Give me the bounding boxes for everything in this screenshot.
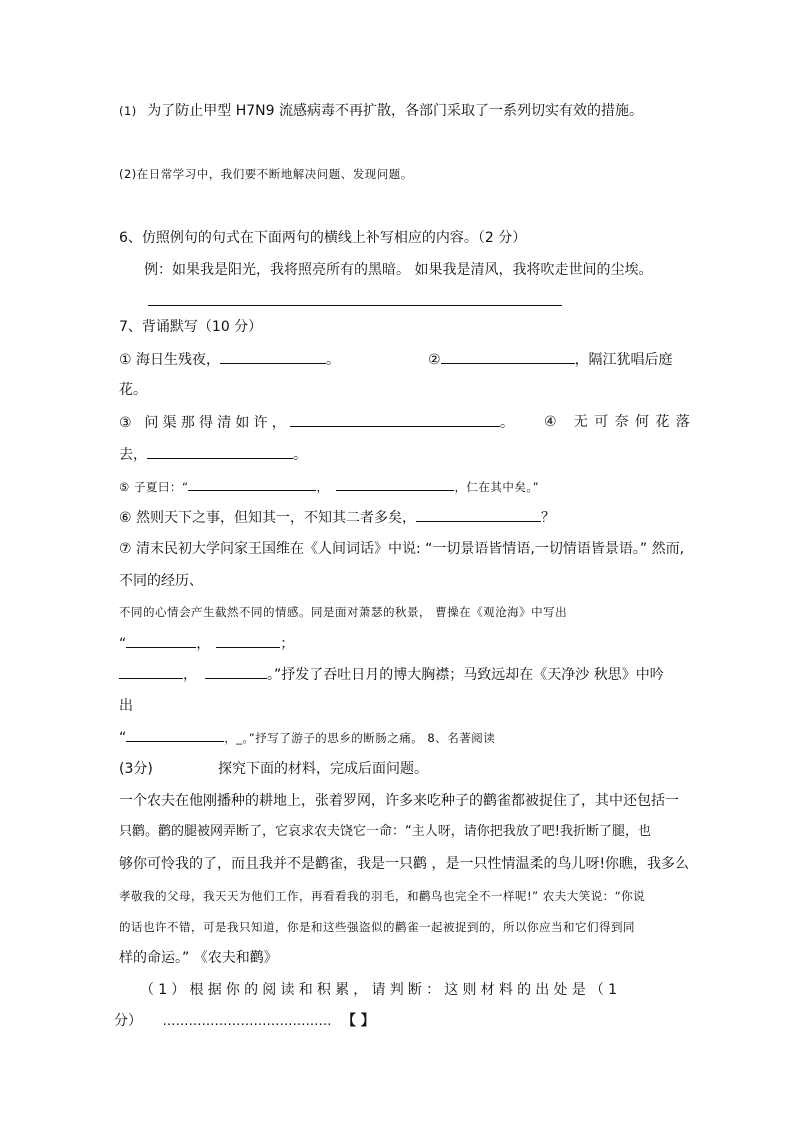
q8-score: (3分) <box>119 761 153 777</box>
q8-passage-line-3: 够你可怜我的了，而且我并不是鹳雀，我是一只鹳 ，是一只性情温柔的鸟儿呀!你瞧，我多么 <box>119 856 690 872</box>
q7-item-7-line-4 <box>119 633 294 654</box>
q7-item-7-blank-3[interactable] <box>119 664 183 679</box>
q7-item-7-blank-1[interactable] <box>126 633 196 648</box>
q7-item-7-line-7 <box>119 727 495 748</box>
q7-item-1-text: ① 海日生残夜， <box>119 352 221 368</box>
q7-item-7-line-5 <box>119 664 664 685</box>
q7-item-3-end: 。 <box>500 415 519 431</box>
q7-item-2 <box>428 349 673 370</box>
q7-item-5-blank-2[interactable] <box>336 476 454 491</box>
q7-item-4-text: 去， <box>119 447 147 463</box>
q7-item-7-line-1: ⑦ 清末民初大学问家王国维在《人间词话》中说: “一切景语皆情语,一切情语皆景语。” 然而, <box>119 541 685 557</box>
q7-item-1-blank[interactable] <box>220 349 326 364</box>
q7-item-4: ④ 无可奈何花落 <box>544 414 697 430</box>
q7-item-2-blank[interactable] <box>441 349 575 364</box>
q7-item-5-blank-1[interactable] <box>188 476 316 491</box>
q5-sentence-1-number: (1) <box>119 104 137 118</box>
q6-heading: 6、仿照例句的句式在下面两句的横线上补写相应的内容。（2 分） <box>119 230 527 246</box>
q8-passage-line-4: 孝敬我的父母，我天天为他们工作，再看看我的羽毛，和鹳鸟也完全不一样呢!” 农夫大笑说：“你说 <box>119 889 646 903</box>
q7-item-4-blank[interactable] <box>147 444 293 459</box>
q7-item-7-line-2: 不同的经历、 <box>119 573 203 589</box>
q7-item-7-blank-2[interactable] <box>216 633 280 648</box>
q7-item-2-continued: 花。 <box>119 382 147 398</box>
q7-item-7-blank-4[interactable] <box>205 664 267 679</box>
q8-passage-line-1: 一个农夫在他刚播种的耕地上，张着罗网，许多来吃种子的鹳雀都被捉住了，其中还包括一 <box>119 793 679 809</box>
q5-sentence-1-text: 为了防止甲型 H7N9 流感病毒不再扩散，各部门采取了一系列切实有效的措施。 <box>147 103 643 119</box>
q5-sentence-2: (2)在日常学习中，我们要不断地解决问题、发现问题。 <box>119 167 413 181</box>
q8-passage-line-2: 只鹳。鹳的腿被网弄断了，它哀求农夫饶它一命：“主人呀，请你把我放了吧!我折断了腿，也 <box>119 824 651 839</box>
q7-item-3-text: ③ 问渠那得清如许， <box>119 415 291 431</box>
q8-sub-question-1-dots: ………………………………… <box>162 1014 332 1029</box>
q8-passage-line-5: 的话也许不错，可是我只知道，你是和这些强盗似的鹳雀一起被捉到的，所以你应当和它们得到同 <box>119 920 635 934</box>
q7-item-7-comma-2: ， <box>183 667 197 683</box>
q7-item-6-text: ⑥ 然则天下之事，但知其一，不知其二者多矣， <box>119 510 416 526</box>
q8-passage-line-6: 样的命运。” 《农夫和鹳》 <box>119 950 278 966</box>
q7-item-3 <box>119 412 518 433</box>
q7-item-1-end: 。 <box>326 352 341 368</box>
q7-item-6-blank[interactable] <box>416 507 541 522</box>
q7-item-6-end: ？ <box>541 510 555 526</box>
q7-item-7-line-3: 不同的心情会产生截然不同的情感。同是面对萧瑟的秋景， 曹操在《观沧海》中写出 <box>119 605 568 619</box>
q7-item-7-line-7-text: ，_。”抒写了游子的思乡的断肠之痛。 8、名著阅读 <box>224 731 496 745</box>
q7-item-5-text: ⑤ 子夏曰：“ <box>119 480 189 494</box>
q6-answer-line[interactable] <box>148 305 562 306</box>
q7-item-7-blank-5[interactable] <box>126 727 224 742</box>
q8-sub-question-1-score: 分） <box>114 1013 142 1029</box>
q7-item-7-line-6: 出 <box>119 698 133 714</box>
q7-item-3-blank[interactable] <box>290 412 500 427</box>
q7-item-7-comma-1: ， <box>196 636 211 652</box>
q7-item-7-open-quote: “ <box>119 636 127 652</box>
q7-item-5-comma: ， <box>316 480 329 494</box>
q5-sentence-1 <box>119 101 643 121</box>
q8-intro: 探究下面的材料，完成后面问题。 <box>218 761 428 777</box>
q7-item-6 <box>119 507 555 528</box>
q7-item-1 <box>119 349 340 370</box>
q8-sub-question-1: （1）根据你的阅读和积累，请判断：这则材料的出处是（1 <box>140 982 622 998</box>
q8-sub-question-1-continued <box>114 1011 375 1032</box>
q7-heading: 7、背诵默写（10 分） <box>119 319 263 335</box>
q7-item-7-open-quote-2: “ <box>119 730 127 746</box>
q7-item-4-continued <box>119 444 307 465</box>
q7-item-2-number: ② <box>428 352 441 368</box>
q7-item-5-end: ，仁在其中矣。” <box>454 480 540 494</box>
q8-answer-bracket[interactable]: 【 】 <box>341 1013 375 1029</box>
q7-item-7-line-5-text: 。”抒发了吞吐日月的博大胸襟；马致远却在《天净沙 秋思》中吟 <box>267 667 664 683</box>
q6-example: 例：如果我是阳光，我将照亮所有的黑暗。 如果我是清风，我将吹走世间的尘埃。 <box>144 262 653 278</box>
q7-item-7-semicolon: ； <box>280 636 295 652</box>
q7-item-4-end: 。 <box>293 447 307 463</box>
q7-item-5 <box>119 476 539 497</box>
q7-item-2-text: ，隔江犹唱后庭 <box>574 352 673 368</box>
